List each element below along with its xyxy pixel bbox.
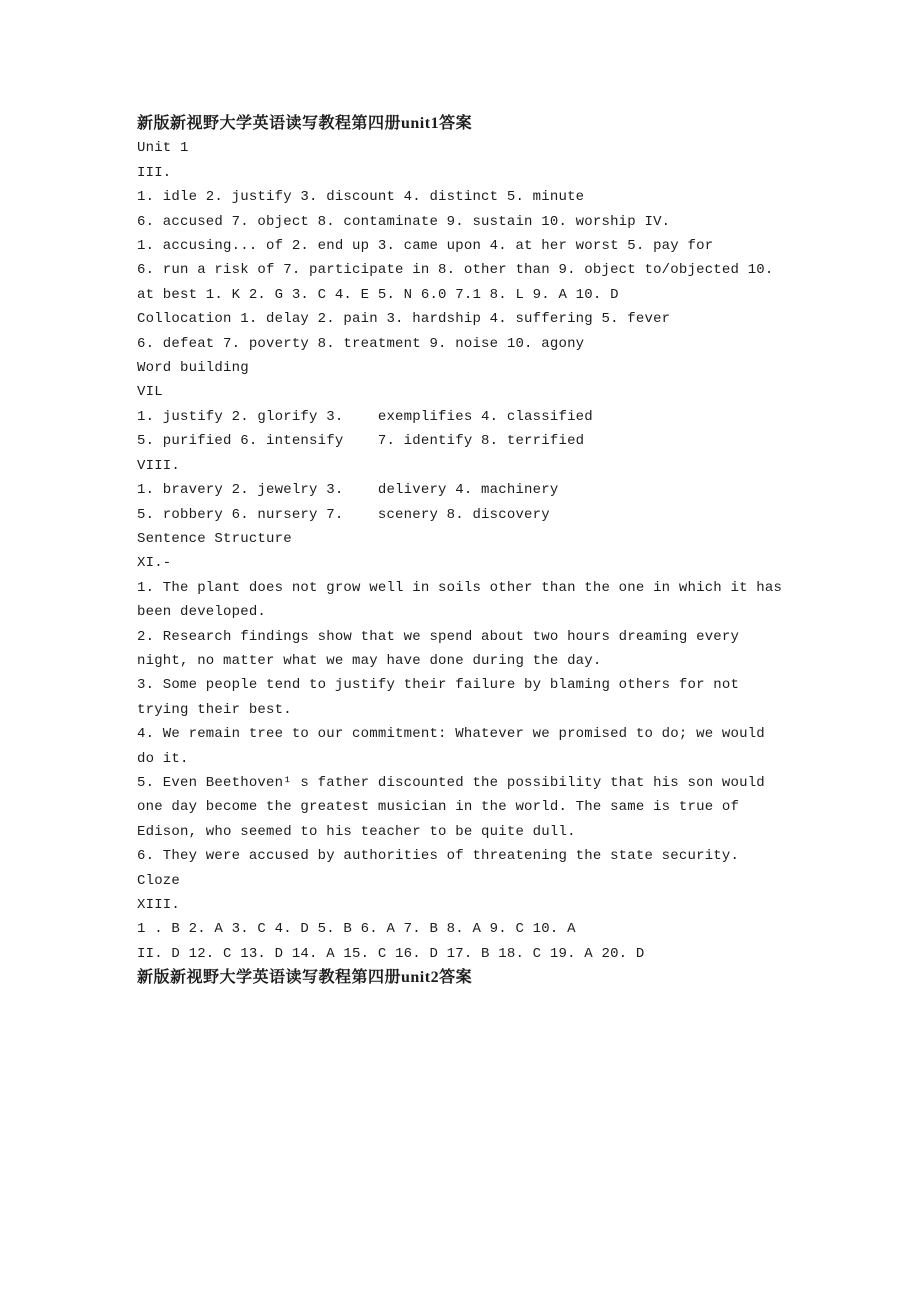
text-line: been developed. — [137, 604, 267, 621]
text-line-collocation: Collocation 1. delay 2. pain 3. hardship 4. suffering 5. fever — [137, 311, 671, 328]
unit2-answers-heading: 新版新视野大学英语读写教程第四册unit2答案 — [137, 969, 473, 987]
text-line: 5. Even Beethoven¹ s father discounted the possibility that his son would — [137, 774, 765, 791]
text-line: 1. The plant does not grow well in soils other than the one in which it has — [137, 579, 783, 596]
text-line: 1. bravery 2. jewelry 3. delivery 4. machinery — [137, 482, 559, 499]
text-line: 6. run a risk of 7. participate in 8. other than 9. object to/objected 10. — [137, 262, 774, 279]
text-line-section-viii: VIII. — [137, 457, 181, 474]
text-line-section-iii: III. — [137, 164, 172, 181]
text-line: 5. robbery 6. nursery 7. scenery 8. discovery — [137, 506, 550, 523]
text-line: 1 . B 2. A 3. C 4. D 5. B 6. A 7. B 8. A 9. C 10. A — [137, 921, 576, 938]
unit1-answers-heading: 新版新视野大学英语读写教程第四册unit1答案 — [137, 115, 473, 132]
text-line-sentence-structure: Sentence Structure — [137, 530, 292, 547]
text-line: 6. defeat 7. poverty 8. treatment 9. noise 10. agony — [137, 335, 585, 352]
text-line: 1. idle 2. justify 3. discount 4. distinct 5. minute — [137, 189, 585, 206]
text-line: II. D 12. C 13. D 14. A 15. C 16. D 17. B 18. C 19. A 20. D — [137, 945, 645, 962]
text-line: night, no matter what we may have done during the day. — [137, 652, 602, 669]
text-line: trying their best. — [137, 701, 292, 718]
text-line: at best 1. K 2. G 3. C 4. E 5. N 6.0 7.1 8. L 9. A 10. D — [137, 286, 619, 303]
text-line: Edison, who seemed to his teacher to be quite dull. — [137, 823, 576, 840]
text-line: 4. We remain tree to our commitment: Whatever we promised to do; we would — [137, 726, 765, 743]
text-line-section-xiii: XIII. — [137, 897, 181, 913]
text-line-cloze: Cloze — [137, 872, 181, 889]
text-line: 5. purified 6. intensify 7. identify 8. terrified — [137, 433, 585, 450]
text-line-unit: Unit 1 — [137, 140, 189, 157]
text-line: do it. — [137, 750, 189, 767]
text-line: one day become the greatest musician in the world. The same is true of — [137, 799, 740, 816]
text-line-section-xi: XI.- — [137, 555, 172, 572]
text-line-section-vii: VIL — [137, 384, 163, 401]
text-line: 2. Research findings show that we spend about two hours dreaming every — [137, 628, 740, 645]
text-line: 6. They were accused by authorities of threatening the state security. — [137, 848, 740, 865]
text-line: 1. accusing... of 2. end up 3. came upon 4. at her worst 5. pay for — [137, 238, 714, 255]
text-line-word-building: Word building — [137, 360, 249, 377]
text-line: 6. accused 7. object 8. contaminate 9. sustain 10. worship IV. — [137, 213, 671, 230]
text-line: 3. Some people tend to justify their failure by blaming others for not — [137, 677, 740, 694]
text-line: 1. justify 2. glorify 3. exemplifies 4. classified — [137, 408, 593, 425]
